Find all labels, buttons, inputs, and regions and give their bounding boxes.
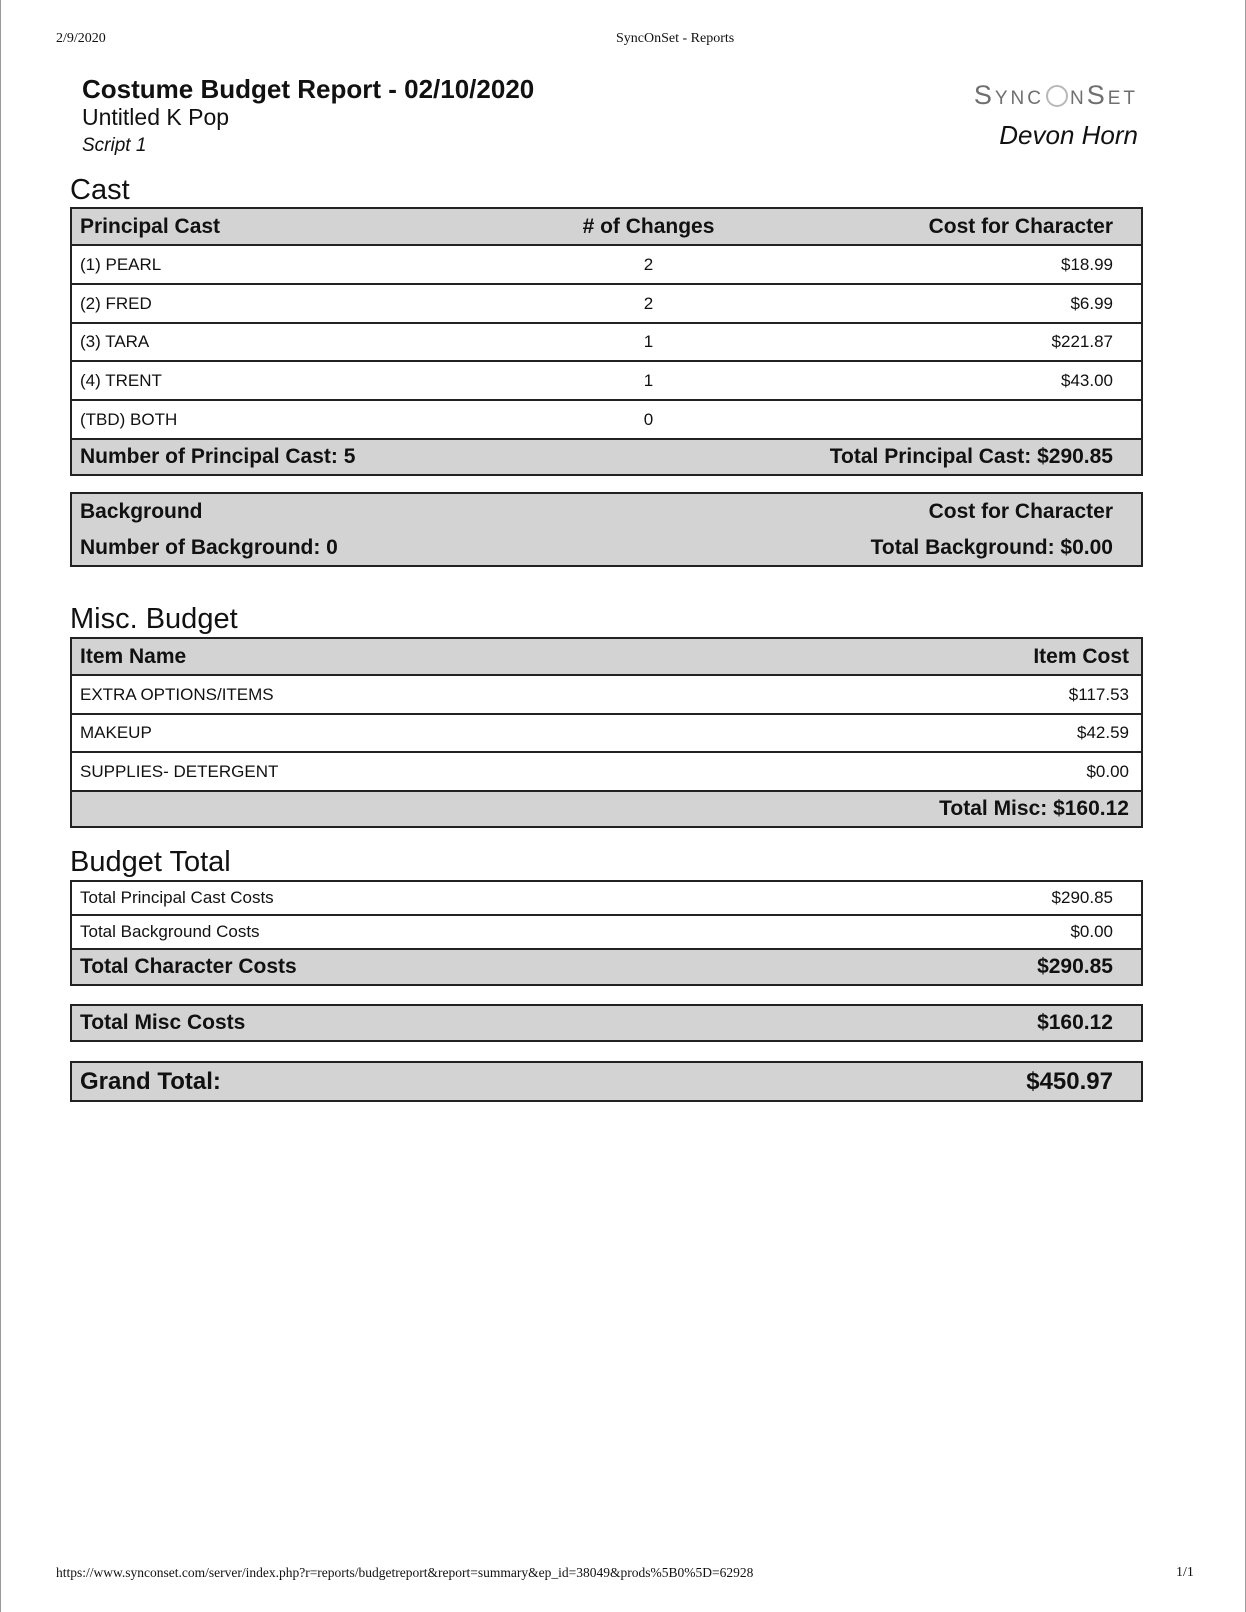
- grand-total-row: [71, 1062, 1142, 1101]
- principal-cast-total: Total Principal Cast: $290.85: [786, 439, 1142, 475]
- budget-total-value: $290.85: [793, 881, 1142, 915]
- background-count: Number of Background: 0: [71, 530, 602, 566]
- changes-header: # of Changes: [511, 208, 786, 245]
- cast-cost: $6.99: [786, 284, 1142, 323]
- budget-total-value: $0.00: [793, 915, 1142, 949]
- table-row: [71, 915, 1142, 949]
- principal-cast-header-row: [71, 208, 1142, 245]
- cast-name: (3) TARA: [71, 323, 511, 361]
- grand-total-value: $450.97: [671, 1062, 1142, 1101]
- logo-circle-icon: [1046, 85, 1068, 107]
- principal-cast-table: [70, 207, 1143, 476]
- background-cost-header: Cost for Character: [602, 493, 1142, 530]
- cast-section-title: Cast: [70, 174, 130, 206]
- cast-changes: 1: [511, 323, 786, 361]
- table-row: [71, 361, 1142, 400]
- item-name: SUPPLIES- DETERGENT: [71, 752, 612, 791]
- misc-footer-row: [71, 791, 1142, 827]
- misc-costs-table: [70, 1004, 1143, 1042]
- item-cost: $42.59: [612, 714, 1142, 752]
- cast-changes: 0: [511, 400, 786, 439]
- cast-changes: 1: [511, 361, 786, 400]
- print-date: 2/9/2020: [56, 31, 106, 46]
- synconset-logo: [974, 80, 1138, 111]
- item-name-header: Item Name: [71, 638, 612, 675]
- item-cost: $117.53: [612, 675, 1142, 714]
- production-name: Untitled K Pop: [82, 104, 230, 130]
- table-row: [71, 245, 1142, 284]
- cast-cost: $43.00: [786, 361, 1142, 400]
- cost-header: Cost for Character: [786, 208, 1142, 245]
- principal-cast-header: Principal Cast: [71, 208, 511, 245]
- print-url: https://www.synconset.com/server/index.php?r=reports/budgetreport&report=summary&ep_id=38049&prods%5B0%5D=62928: [56, 1565, 754, 1580]
- cast-cost: [786, 400, 1142, 439]
- grand-total-table: [70, 1061, 1143, 1102]
- background-table: [70, 492, 1143, 567]
- cast-changes: 2: [511, 284, 786, 323]
- report-title: Costume Budget Report - 02/10/2020: [82, 74, 535, 104]
- character-costs-value: $290.85: [793, 949, 1142, 985]
- cast-name: (2) FRED: [71, 284, 511, 323]
- character-costs-label: Total Character Costs: [71, 949, 793, 985]
- cast-cost: $18.99: [786, 245, 1142, 284]
- item-name: MAKEUP: [71, 714, 612, 752]
- principal-cast-footer-row: [71, 439, 1142, 475]
- cast-changes: 2: [511, 245, 786, 284]
- character-costs-row: [71, 949, 1142, 985]
- background-header-row: [71, 493, 1142, 530]
- principal-cast-count: Number of Principal Cast: 5: [71, 439, 786, 475]
- background-header: Background: [71, 493, 602, 530]
- user-name: Devon Horn: [999, 120, 1138, 150]
- grand-total-label: Grand Total:: [71, 1062, 671, 1101]
- logo-text-nset: nSet: [1069, 80, 1138, 110]
- misc-section-title: Misc. Budget: [70, 603, 238, 635]
- print-title: SyncOnSet - Reports: [616, 31, 735, 46]
- misc-costs-value: $160.12: [732, 1005, 1142, 1041]
- misc-total: Total Misc: $160.12: [612, 791, 1142, 827]
- table-row: [71, 400, 1142, 439]
- cast-cost: $221.87: [786, 323, 1142, 361]
- cast-name: (4) TRENT: [71, 361, 511, 400]
- cast-name: (TBD) BOTH: [71, 400, 511, 439]
- item-cost: $0.00: [612, 752, 1142, 791]
- background-total: Total Background: $0.00: [602, 530, 1142, 566]
- misc-header-row: [71, 638, 1142, 675]
- misc-costs-label: Total Misc Costs: [71, 1005, 732, 1041]
- budget-total-section-title: Budget Total: [70, 846, 231, 878]
- budget-total-table: [70, 880, 1143, 986]
- misc-costs-row: [71, 1005, 1142, 1041]
- cast-name: (1) PEARL: [71, 245, 511, 284]
- item-name: EXTRA OPTIONS/ITEMS: [71, 675, 612, 714]
- table-row: [71, 284, 1142, 323]
- table-row: [71, 881, 1142, 915]
- logo-text-sync: Sync: [973, 80, 1044, 110]
- table-row: [71, 675, 1142, 714]
- budget-total-label: Total Principal Cast Costs: [71, 881, 793, 915]
- table-row: [71, 752, 1142, 791]
- page-left-edge: [0, 0, 1, 1612]
- item-cost-header: Item Cost: [612, 638, 1142, 675]
- page-number: 1/1: [1176, 1565, 1194, 1580]
- background-footer-row: [71, 530, 1142, 566]
- script-name: Script 1: [82, 135, 147, 156]
- misc-budget-table: [70, 637, 1143, 828]
- budget-total-label: Total Background Costs: [71, 915, 793, 949]
- table-row: [71, 323, 1142, 361]
- table-row: [71, 714, 1142, 752]
